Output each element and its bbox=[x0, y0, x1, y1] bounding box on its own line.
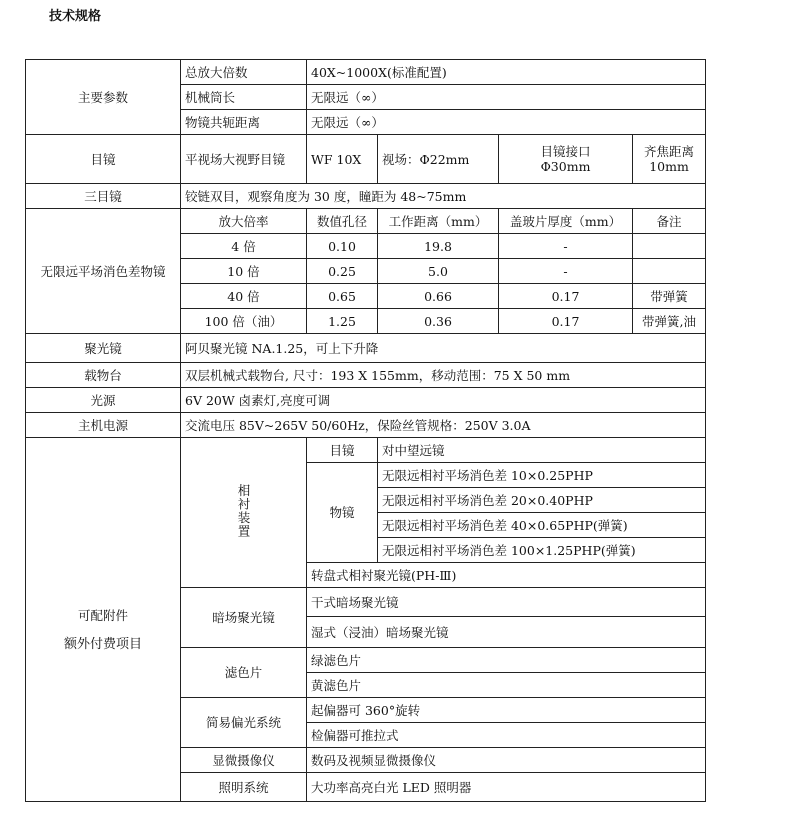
camera-label: 显微摄像仪 bbox=[181, 748, 307, 773]
polarizer-label: 简易偏光系统 bbox=[181, 698, 307, 748]
light-label: 光源 bbox=[26, 388, 181, 413]
filter-item: 黄滤色片 bbox=[307, 673, 706, 698]
objectives-header: 数值孔径 bbox=[307, 209, 378, 234]
phase-objective-item: 无限远相衬平场消色差 10×0.25PHP bbox=[378, 463, 706, 488]
power-label: 主机电源 bbox=[26, 413, 181, 438]
objectives-header-row bbox=[26, 209, 706, 234]
polarizer-item: 检偏器可推拉式 bbox=[307, 723, 706, 748]
param-name: 机械筒长 bbox=[181, 85, 307, 110]
param-value: 无限远（∞） bbox=[307, 85, 706, 110]
polarizer-item: 起偏器可 360°旋转 bbox=[307, 698, 706, 723]
eyepiece-parfocal-label: 齐焦距离 bbox=[644, 144, 695, 159]
objective-cell: 0.36 bbox=[378, 309, 499, 334]
objective-cell: 0.65 bbox=[307, 284, 378, 309]
trinocular-value: 铰链双目，观察角度为 30 度，瞳距为 48~75mm bbox=[181, 184, 706, 209]
objective-cell: 19.8 bbox=[378, 234, 499, 259]
stage-value: 双层机械式载物台, 尺寸：193 X 155mm，移动范围：75 X 50 mm bbox=[181, 363, 706, 388]
eyepiece-interface bbox=[499, 135, 633, 184]
light-row bbox=[26, 388, 706, 413]
light-value: 6V 20W 卤素灯,亮度可调 bbox=[181, 388, 706, 413]
eyepiece-field: 视场：Φ22mm bbox=[378, 135, 499, 184]
objective-cell: 100 倍（油） bbox=[181, 309, 307, 334]
objective-cell: 1.25 bbox=[307, 309, 378, 334]
objective-cell: 5.0 bbox=[378, 259, 499, 284]
objective-cell: 40 倍 bbox=[181, 284, 307, 309]
eyepiece-label: 目镜 bbox=[26, 135, 181, 184]
param-name: 物镜共轭距离 bbox=[181, 110, 307, 135]
eyepiece-type: 平视场大视野目镜 bbox=[181, 135, 307, 184]
accessories-label-cell bbox=[26, 438, 181, 802]
camera-value: 数码及视频显微摄像仪 bbox=[307, 748, 706, 773]
accessory-row bbox=[26, 438, 706, 463]
filters-label: 滤色片 bbox=[181, 648, 307, 698]
darkfield-item: 干式暗场聚光镜 bbox=[307, 588, 706, 617]
objective-cell: - bbox=[499, 259, 633, 284]
accessories-extra-label: 额外付费项目 bbox=[63, 636, 142, 652]
phase-eyepiece-label: 目镜 bbox=[307, 438, 378, 463]
phase-condenser-value: 转盘式相衬聚光镜(PH-Ⅲ) bbox=[307, 563, 706, 588]
objective-cell: 4 倍 bbox=[181, 234, 307, 259]
objective-cell: 0.10 bbox=[307, 234, 378, 259]
spec-table bbox=[25, 59, 706, 802]
objective-cell bbox=[633, 234, 706, 259]
condenser-label: 聚光镜 bbox=[26, 334, 181, 363]
objective-cell bbox=[633, 259, 706, 284]
objective-cell: 0.17 bbox=[499, 284, 633, 309]
eyepiece-interface-value: Φ30mm bbox=[540, 159, 591, 174]
main-params-label: 主要参数 bbox=[26, 60, 181, 135]
darkfield-label: 暗场聚光镜 bbox=[181, 588, 307, 648]
power-row bbox=[26, 413, 706, 438]
main-params-row bbox=[26, 60, 706, 85]
objectives-header: 盖玻片厚度（mm） bbox=[499, 209, 633, 234]
param-value: 无限远（∞） bbox=[307, 110, 706, 135]
objective-cell: 0.25 bbox=[307, 259, 378, 284]
phase-eyepiece-value: 对中望远镜 bbox=[378, 438, 706, 463]
objectives-header: 放大倍率 bbox=[181, 209, 307, 234]
eyepiece-model: WF 10X bbox=[307, 135, 378, 184]
page-title: 技术规格 bbox=[49, 9, 102, 24]
objective-cell: 带弹簧 bbox=[633, 284, 706, 309]
eyepiece-interface-label: 目镜接口 bbox=[540, 144, 591, 159]
phase-objective-item: 无限远相衬平场消色差 20×0.40PHP bbox=[378, 488, 706, 513]
stage-label: 载物台 bbox=[26, 363, 181, 388]
darkfield-item: 湿式（浸油）暗场聚光镜 bbox=[307, 617, 706, 648]
power-value: 交流电压 85V~265V 50/60Hz，保险丝管规格：250V 3.0A bbox=[181, 413, 706, 438]
param-value: 40X~1000X(标准配置) bbox=[307, 60, 706, 85]
trinocular-row bbox=[26, 184, 706, 209]
stage-row bbox=[26, 363, 706, 388]
phase-objective-item: 无限远相衬平场消色差 100×1.25PHP(弹簧) bbox=[378, 538, 706, 563]
eyepiece-parfocal-value: 10mm bbox=[649, 159, 689, 174]
filter-item: 绿滤色片 bbox=[307, 648, 706, 673]
objective-cell: 带弹簧,油 bbox=[633, 309, 706, 334]
objectives-label: 无限远平场消色差物镜 bbox=[26, 209, 181, 334]
trinocular-label: 三目镜 bbox=[26, 184, 181, 209]
phase-objective-label: 物镜 bbox=[307, 463, 378, 563]
objective-cell: 0.17 bbox=[499, 309, 633, 334]
phase-objective-item: 无限远相衬平场消色差 40×0.65PHP(弹簧) bbox=[378, 513, 706, 538]
objective-cell: 0.66 bbox=[378, 284, 499, 309]
objectives-header: 备注 bbox=[633, 209, 706, 234]
condenser-value: 阿贝聚光镜 NA.1.25，可上下升降 bbox=[181, 334, 706, 363]
phase-label: 相衬装置 bbox=[236, 484, 251, 538]
objective-cell: 10 倍 bbox=[181, 259, 307, 284]
param-name: 总放大倍数 bbox=[181, 60, 307, 85]
condenser-row bbox=[26, 334, 706, 363]
lighting-value: 大功率高亮白光 LED 照明器 bbox=[307, 773, 706, 802]
eyepiece-row bbox=[26, 135, 706, 184]
objectives-header: 工作距离（mm） bbox=[378, 209, 499, 234]
phase-label-cell bbox=[181, 438, 307, 588]
lighting-label: 照明系统 bbox=[181, 773, 307, 802]
eyepiece-parfocal bbox=[633, 135, 706, 184]
objective-cell: - bbox=[499, 234, 633, 259]
accessories-label: 可配附件 bbox=[77, 607, 128, 623]
